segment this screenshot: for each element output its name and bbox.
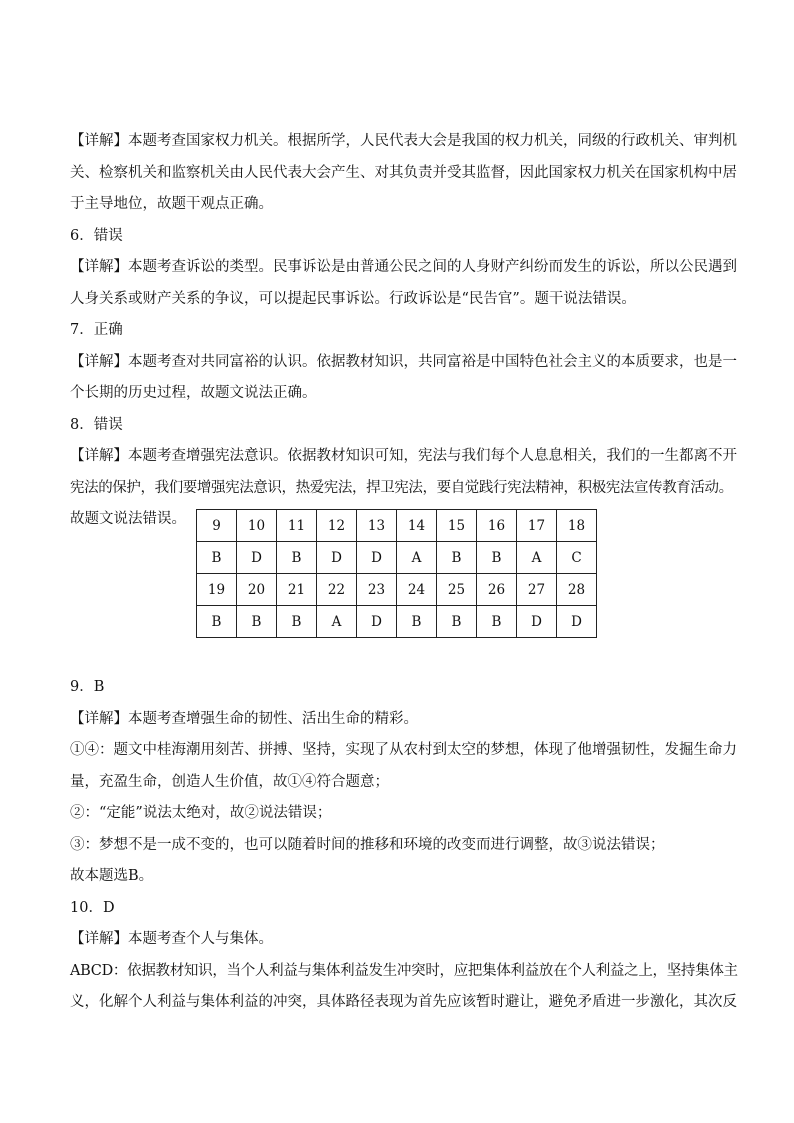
table-cell: 17 bbox=[517, 510, 557, 542]
text-line: 故题文说法错误。 bbox=[70, 511, 186, 527]
table-cell: D bbox=[357, 606, 397, 638]
text-line: ABCD：依据教材知识，当个人利益与集体利益发生冲突时，应把集体利益放在个人利益之上，坚持集体主 bbox=[70, 962, 738, 979]
text-line: ②：“定能”说法太绝对，故②说法错误； bbox=[70, 805, 332, 821]
table-cell: A bbox=[517, 542, 557, 574]
table-cell: D bbox=[517, 606, 557, 638]
table-cell: 21 bbox=[277, 574, 317, 606]
text-line: 个长期的历史过程，故题文说法正确。 bbox=[70, 385, 317, 401]
top-text-block bbox=[70, 126, 737, 536]
table-cell: 12 bbox=[317, 510, 357, 542]
text-line: 【详解】本题考查增强生命的韧性、活出生命的精彩。 bbox=[70, 710, 418, 727]
text-line: 人身关系或财产关系的争议，可以提起民事诉讼。行政诉讼是“民告官”。题干说法错误。 bbox=[70, 290, 636, 307]
table-cell: B bbox=[197, 606, 237, 638]
table-cell: 13 bbox=[357, 510, 397, 542]
text-line: 关、检察机关和监察机关由人民代表大会产生、对其负责并受其监督，因此国家权力机关在国家机构中居 bbox=[70, 164, 737, 181]
table-cell: 26 bbox=[477, 574, 517, 606]
answer-heading: 7．正确 bbox=[70, 322, 123, 338]
table-cell: A bbox=[317, 606, 357, 638]
table-cell: B bbox=[397, 606, 437, 638]
table-cell: B bbox=[277, 606, 317, 638]
table-cell: B bbox=[437, 606, 477, 638]
answer-heading: 6．错误 bbox=[70, 227, 123, 244]
table-cell: C bbox=[557, 542, 597, 574]
table-cell: 22 bbox=[317, 574, 357, 606]
table-row bbox=[197, 542, 597, 574]
table-cell: 16 bbox=[477, 510, 517, 542]
text-line: 宪法的保护，我们要增强宪法意识，热爱宪法，捍卫宪法，要自觉践行宪法精神，积极宪法宣传教育活动。 bbox=[70, 479, 733, 496]
text-line: 【详解】本题考查个人与集体。 bbox=[70, 931, 273, 947]
table-cell: D bbox=[357, 542, 397, 574]
table-cell: 25 bbox=[437, 574, 477, 606]
table-cell: 18 bbox=[557, 510, 597, 542]
table-cell: B bbox=[477, 542, 517, 574]
answer-heading: 10．D bbox=[70, 899, 115, 916]
answer-table bbox=[196, 509, 597, 638]
answer-heading: 9．B bbox=[70, 679, 105, 695]
text-line: 【详解】本题考查增强宪法意识。依据教材知识可知，宪法与我们每个人息息相关，我们的一生都离不开 bbox=[70, 448, 737, 464]
bottom-text-block bbox=[70, 672, 738, 1019]
table-cell: 14 bbox=[397, 510, 437, 542]
text-line: 于主导地位，故题干观点正确。 bbox=[70, 196, 273, 212]
table-cell: D bbox=[557, 606, 597, 638]
table-cell: 27 bbox=[517, 574, 557, 606]
table-row bbox=[197, 510, 597, 542]
table-cell: 28 bbox=[557, 574, 597, 606]
text-line: 【详解】本题考查诉讼的类型。民事诉讼是由普通公民之间的人身财产纠纷而发生的诉讼，所以公民遇到 bbox=[70, 259, 737, 275]
text-line: 量，充盈生命，创造人生价值，故①④符合题意； bbox=[70, 773, 389, 790]
table-row bbox=[197, 574, 597, 606]
text-line: 【详解】本题考查国家权力机关。根据所学，人民代表大会是我国的权力机关，同级的行政机关、审判机 bbox=[70, 133, 737, 149]
text-line: 故本题选B。 bbox=[70, 868, 154, 884]
table-cell: B bbox=[197, 542, 237, 574]
table-cell: D bbox=[317, 542, 357, 574]
table-cell: 24 bbox=[397, 574, 437, 606]
text-line: 义，化解个人利益与集体利益的冲突，具体路径表现为首先应该暂时避让，避免矛盾进一步激化，其次反 bbox=[70, 994, 737, 1010]
text-line: ③：梦想不是一成不变的，也可以随着时间的推移和环境的改变而进行调整，故③说法错误； bbox=[70, 836, 665, 853]
table-cell: 9 bbox=[197, 510, 237, 542]
table-cell: 23 bbox=[357, 574, 397, 606]
table-cell: 19 bbox=[197, 574, 237, 606]
table-cell: 10 bbox=[237, 510, 277, 542]
table-cell: B bbox=[437, 542, 477, 574]
table-cell: D bbox=[237, 542, 277, 574]
table-cell: B bbox=[277, 542, 317, 574]
table-cell: B bbox=[237, 606, 277, 638]
table-cell: A bbox=[397, 542, 437, 574]
table-row bbox=[197, 606, 597, 638]
table-cell: 11 bbox=[277, 510, 317, 542]
table-cell: B bbox=[477, 606, 517, 638]
text-line: 【详解】本题考查对共同富裕的认识。依据教材知识，共同富裕是中国特色社会主义的本质要求，也是一 bbox=[70, 353, 737, 370]
text-line: ①④：题文中桂海潮用刻苦、拼搏、坚持，实现了从农村到太空的梦想，体现了他增强韧性，发掘生命力 bbox=[70, 742, 737, 758]
answer-heading: 8．错误 bbox=[70, 416, 123, 433]
table-cell: 20 bbox=[237, 574, 277, 606]
table-cell: 15 bbox=[437, 510, 477, 542]
